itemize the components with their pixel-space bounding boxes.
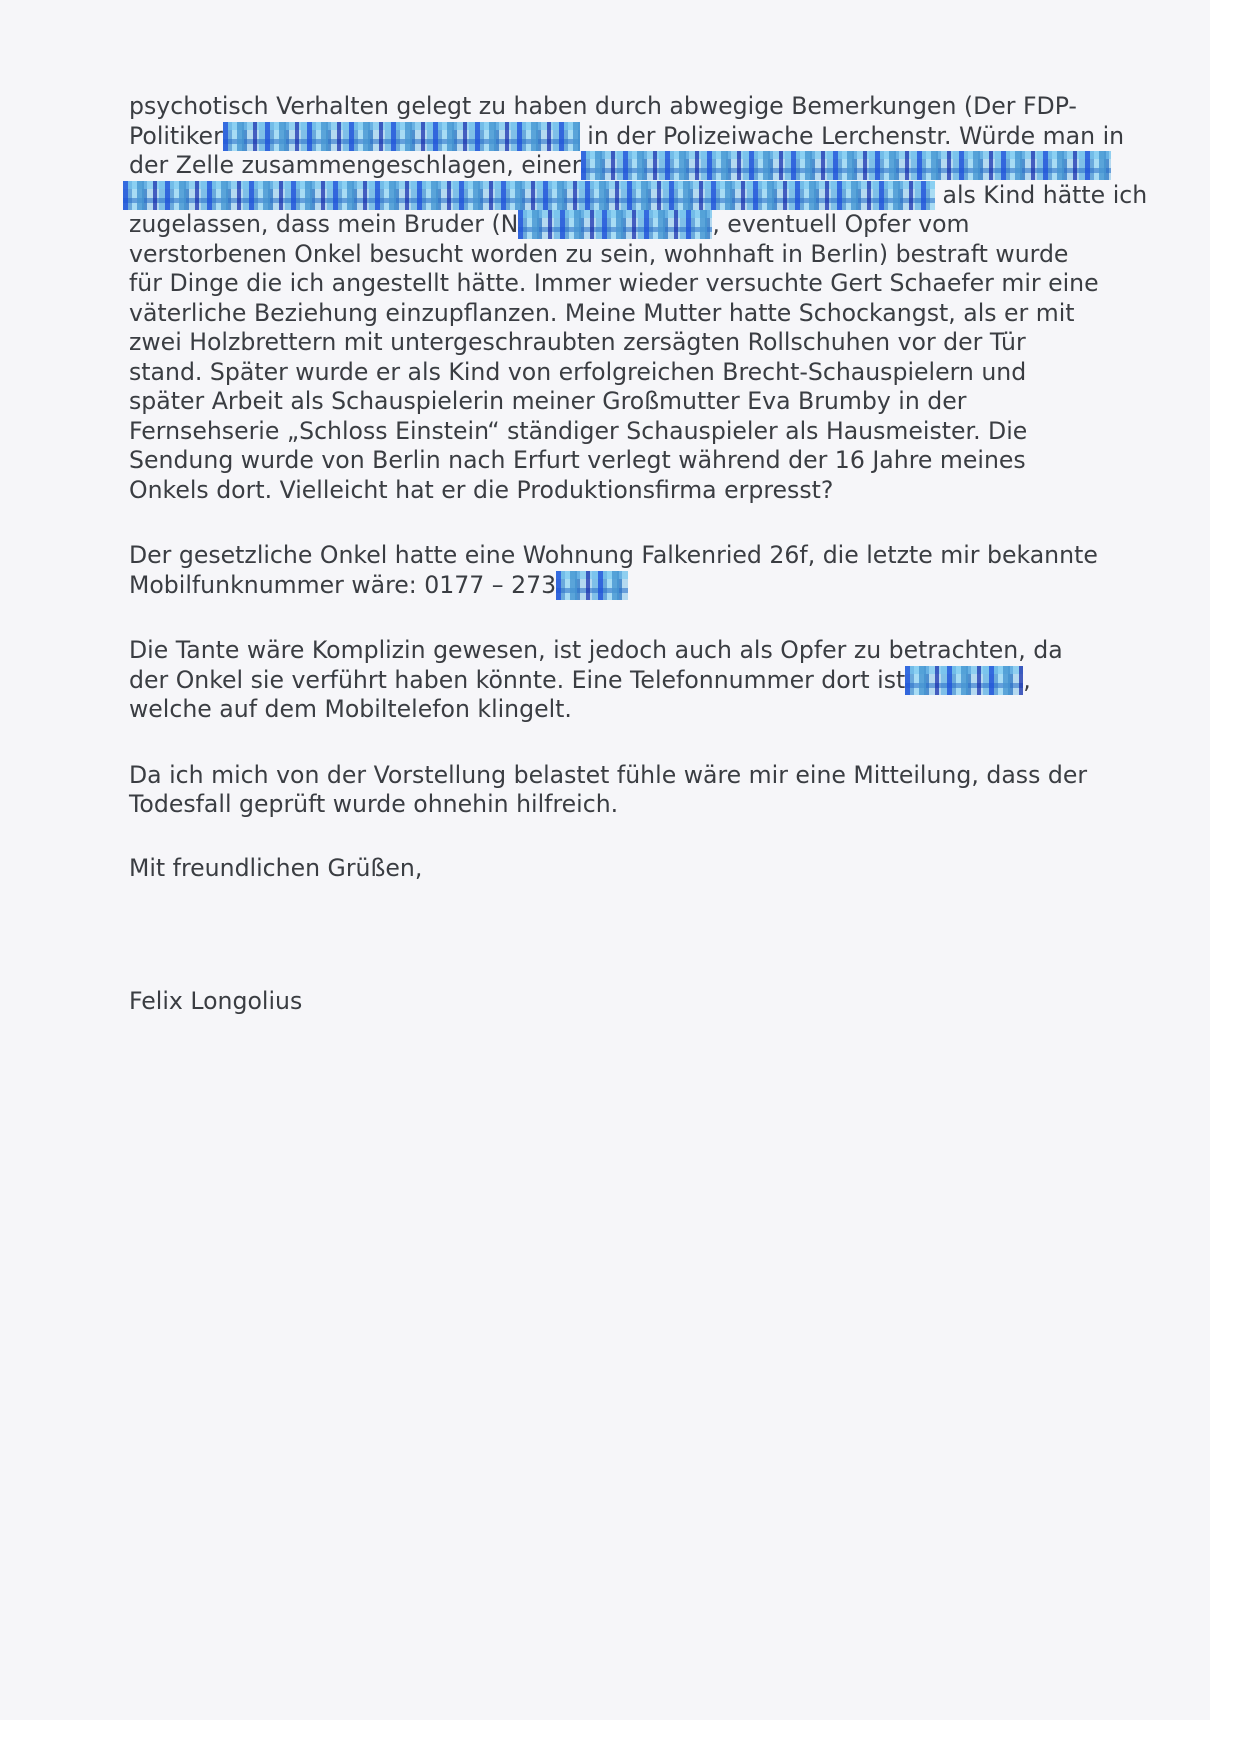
paragraph-gap (129, 505, 1174, 541)
paragraph-1 (129, 92, 1174, 505)
text-line: verstorbenen Onkel besucht worden zu sein, wohnhaft in Berlin) bestraft wurde (129, 239, 1069, 268)
text-line: Sendung wurde von Berlin nach Erfurt verlegt während der 16 Jahre meines (129, 446, 1026, 474)
text-line: Fernsehserie „Schloss Einstein“ ständiger Schauspieler als Hausmeister. Die (129, 416, 1028, 445)
text-line: Da ich mich von der Vorstellung belastet fühle wäre mir eine Mitteilung, dass der (129, 760, 1088, 789)
redaction-block (905, 666, 1023, 695)
paragraph-4 (129, 761, 1174, 820)
text-line: stand. Später wurde er als Kind von erfolgreichen Brecht-Schauspielern und (129, 357, 1027, 386)
text-line (129, 151, 1174, 181)
paragraph-2 (129, 541, 1174, 600)
text-line: welche auf dem Mobiltelefon klingelt. (129, 695, 572, 723)
signature-gap (129, 883, 1174, 987)
text-span: Mobilfunknummer wäre: 0177 – 273 (129, 570, 557, 599)
text-line (129, 666, 1174, 696)
text-line: väterliche Beziehung einzupflanzen. Meine Mutter hatte Schockangst, als er mit (129, 298, 1075, 327)
text-span: , (1023, 665, 1031, 694)
text-span: als Kind hätte ich (942, 180, 1148, 209)
redaction-block (518, 210, 712, 239)
text-span: , eventuell Opfer vom (712, 210, 970, 238)
text-line: zwei Holzbrettern mit untergeschraubten zersägten Rollschuhen vor der Tür (129, 328, 1026, 356)
text-line (129, 210, 1174, 240)
text-line: Onkels dort. Vielleicht hat er die Produktionsfirma erpresst? (129, 475, 834, 504)
redaction-block (581, 151, 1111, 180)
paragraph-gap (129, 600, 1174, 636)
redaction-block (556, 571, 628, 600)
paragraph-gap (129, 725, 1174, 761)
text-line: psychotisch Verhalten gelegt zu haben durch abwegige Bemerkungen (Der FDP- (129, 92, 1077, 120)
closing-line: Mit freundlichen Grüßen, (129, 853, 423, 882)
text-line (129, 122, 1174, 152)
page-margin-right (1210, 0, 1241, 1754)
page-margin-bottom (0, 1720, 1241, 1754)
redaction-block (123, 181, 935, 210)
text-line: später Arbeit als Schauspielerin meiner Großmutter Eva Brumby in der (129, 387, 967, 415)
text-line: Der gesetzliche Onkel hatte eine Wohnung Falkenried 26f, die letzte mir bekannte (129, 541, 1098, 569)
letter-body (129, 92, 1174, 1017)
text-span: Politiker (129, 121, 223, 150)
text-span: zugelassen, dass mein Bruder (N (129, 210, 519, 238)
paragraph-gap (129, 820, 1174, 854)
text-line: Die Tante wäre Komplizin gewesen, ist jedoch auch als Opfer zu betrachten, da (129, 636, 1063, 664)
text-span: der Onkel sie verführt haben könnte. Eine Telefonnummer dort ist (129, 665, 906, 694)
signature-name: Felix Longolius (129, 987, 303, 1015)
text-line (123, 181, 1174, 211)
paragraph-3 (129, 636, 1174, 725)
text-line (129, 571, 1174, 601)
text-span: in der Polizeiwache Lerchenstr. Würde man in (579, 121, 1125, 150)
text-span: der Zelle zusammengeschlagen, einer (129, 151, 582, 179)
redaction-block (223, 122, 580, 151)
text-line: für Dinge die ich angestellt hätte. Immer wieder versuchte Gert Schaefer mir eine (129, 269, 1099, 297)
text-line: Todesfall geprüft wurde ohnehin hilfreich. (129, 790, 619, 818)
